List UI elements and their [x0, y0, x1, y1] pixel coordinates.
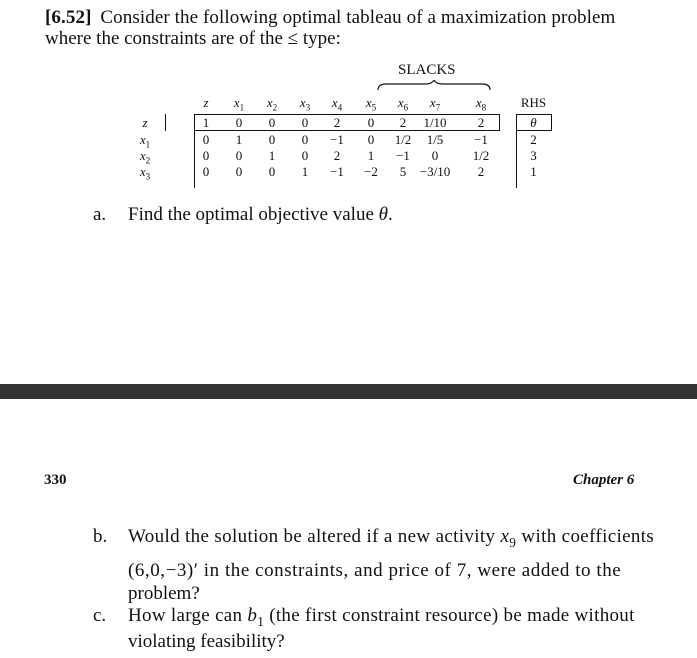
- tableau-cell: 2: [477, 115, 485, 130]
- tableau-cell: 0: [268, 164, 276, 179]
- tableau-cell: −3/10: [419, 164, 451, 179]
- tableau-cell: 3: [530, 148, 537, 163]
- tableau-cell: 1: [301, 164, 309, 179]
- objective-row-bottom-line: [194, 130, 499, 131]
- slacks-label: SLACKS: [398, 62, 456, 78]
- col-header-x6: $x_6$: [397, 95, 409, 113]
- chapter-label: Chapter 6: [573, 472, 635, 488]
- part-b-line2: (6,0,−3)′ in the constraints, and price of 7, were added to the: [128, 560, 622, 581]
- tableau-cell: 2: [399, 115, 407, 130]
- tableau-cell: 2: [477, 164, 485, 179]
- row-label-x3: $x_3$: [139, 164, 151, 182]
- col-header-z: z: [203, 95, 209, 110]
- col-header-rhs: RHS: [520, 95, 547, 110]
- z-column-divider: [194, 114, 195, 188]
- tableau-cell: 0: [268, 115, 276, 130]
- tableau-cell: 5: [399, 164, 407, 179]
- row-label-z: z: [142, 115, 148, 130]
- tableau-cell: 0: [202, 132, 210, 147]
- tableau-cell: 0: [301, 148, 309, 163]
- tableau-cell: θ: [530, 115, 537, 130]
- problem-intro: [45, 7, 615, 29]
- row-label-x1: $x_1$: [139, 132, 151, 150]
- row-label-x2: $x_2$: [139, 148, 151, 166]
- tableau-cell: 0: [367, 115, 375, 130]
- tableau-cell: −2: [364, 164, 378, 179]
- tableau-cell: 0: [235, 148, 243, 163]
- tableau-cell: −1: [474, 132, 488, 147]
- tableau-cell: 0: [431, 148, 439, 163]
- col-header-x8: $x_8$: [475, 95, 487, 113]
- col-header-x5: $x_5$: [365, 95, 377, 113]
- part-a-letter: a.: [93, 204, 107, 225]
- tableau-cell: 2: [530, 132, 537, 147]
- tableau-top-line: [194, 114, 499, 115]
- part-a-text: Find the optimal objective value θ.: [128, 204, 393, 225]
- problem-intro-line2: where the constraints are of the ≤ type:: [45, 28, 341, 49]
- tableau-cell: −1: [396, 148, 410, 163]
- tableau-cell: 1: [235, 132, 243, 147]
- part-c-line2: violating feasibility?: [128, 631, 285, 652]
- tableau-cell: 1/10: [423, 115, 447, 130]
- slacks-brace: [376, 80, 492, 92]
- tableau-cell: 0: [202, 164, 210, 179]
- rhs-right-line: [551, 114, 552, 131]
- tableau-cell: 0: [301, 115, 309, 130]
- col-header-x3: $x_3$: [299, 95, 311, 113]
- col-header-x1: $x_1$: [233, 95, 245, 113]
- tableau-cell: 0: [268, 132, 276, 147]
- tableau-cell: 1/2: [394, 132, 412, 147]
- rhs-left-line: [516, 114, 517, 188]
- rhs-top-line: [516, 114, 551, 115]
- tableau-cell: 0: [301, 132, 309, 147]
- part-b-line1: Would the solution be altered if a new activity $x_9$ with coefficients: [128, 526, 655, 550]
- tableau-cell: 1/2: [472, 148, 490, 163]
- page-number: 330: [44, 472, 67, 488]
- tableau-cell: 0: [367, 132, 375, 147]
- tableau-cell: 0: [235, 164, 243, 179]
- tableau-cell: 0: [202, 148, 210, 163]
- tableau-cell: 1: [367, 148, 375, 163]
- tableau-cell: 1/5: [426, 132, 444, 147]
- col-header-x4: $x_4$: [331, 95, 343, 113]
- tableau-cell: 1: [202, 115, 210, 130]
- body-right-line: [499, 114, 500, 131]
- z-column-left-line: [165, 114, 166, 131]
- tableau-cell: 0: [235, 115, 243, 130]
- tableau-cell: 2: [333, 148, 341, 163]
- part-b-letter: b.: [93, 526, 108, 547]
- part-b-line3: problem?: [128, 583, 200, 604]
- problem-intro-text: Consider the following optimal tableau of a maximization problem: [100, 7, 616, 28]
- rhs-objective-bottom-line: [516, 130, 551, 131]
- tableau-cell: 1: [530, 164, 537, 179]
- col-header-x7: $x_7$: [429, 95, 441, 113]
- tableau-cell: −1: [330, 132, 344, 147]
- problem-number: [6.52]: [45, 7, 92, 28]
- part-c-letter: c.: [93, 605, 107, 626]
- tableau-cell: −1: [330, 164, 344, 179]
- tableau-cell: 1: [268, 148, 276, 163]
- tableau-cell: 2: [333, 115, 341, 130]
- page-break-bar: [0, 384, 697, 399]
- part-c-line1: How large can $b_1$ (the first constraint resource) be made without: [128, 605, 635, 629]
- col-header-x2: $x_2$: [266, 95, 278, 113]
